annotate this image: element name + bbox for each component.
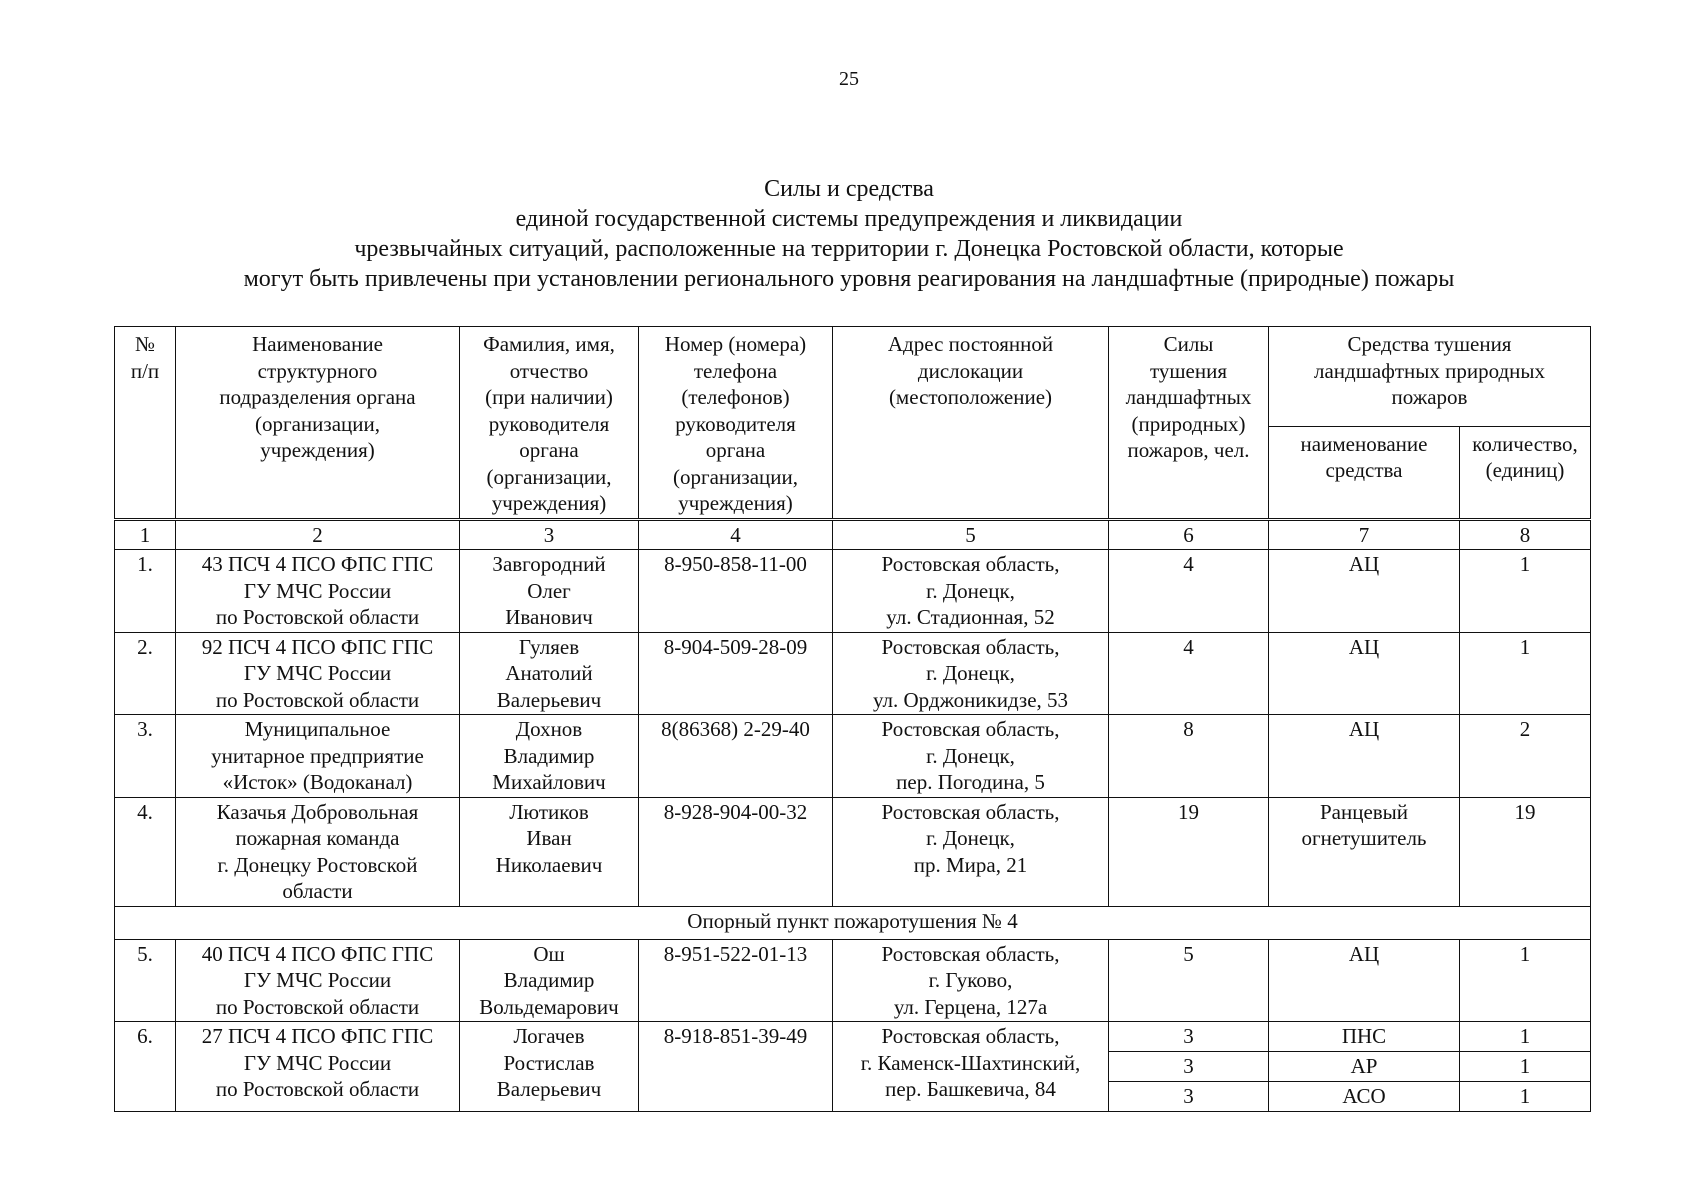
section-row: [115, 906, 1591, 939]
row-forces: 3: [1109, 1052, 1269, 1082]
cell-line: г. Донецк,: [926, 743, 1015, 768]
cell-line: Казачья Добровольная: [216, 799, 419, 824]
cell-line: Вольдемарович: [479, 994, 619, 1019]
cell-line: Ростовская область,: [881, 799, 1060, 824]
cell-line: №: [134, 332, 156, 356]
forces-table: [114, 326, 1591, 1112]
header-means-group: [1269, 327, 1591, 427]
row-means-name: [1269, 939, 1460, 1022]
cell-line: дислокации: [917, 358, 1024, 383]
cell-line: (телефонов): [681, 385, 790, 409]
row-organization: [176, 797, 460, 906]
cell-line: руководителя: [675, 411, 796, 436]
cell-line: пр. Мира, 21: [913, 852, 1028, 877]
cell-line: (при наличии): [485, 385, 613, 409]
row-means-qty: 1: [1460, 1052, 1591, 1082]
cell-line: (единиц): [1485, 458, 1565, 482]
column-number: 8: [1460, 519, 1591, 550]
row-means-qty: 1: [1460, 632, 1591, 715]
cell-line: 43 ПСЧ 4 ПСО ФПС ГПС: [201, 552, 434, 576]
row-phone: 8-950-858-11-00: [639, 550, 833, 633]
cell-line: Ростислав: [503, 1050, 595, 1075]
cell-line: Олег: [527, 578, 571, 603]
row-address: [833, 939, 1109, 1022]
row-means-qty: 2: [1460, 715, 1591, 798]
row-head-name: [460, 632, 639, 715]
row-number: 4.: [115, 797, 176, 906]
cell-line: ул. Орджоникидзе, 53: [872, 687, 1069, 712]
cell-line: ГУ МЧС России: [243, 578, 392, 603]
cell-line: Фамилия, имя,: [483, 332, 615, 356]
row-head-name: [460, 715, 639, 798]
cell-line: АЦ: [1348, 634, 1380, 659]
header-organization: [176, 327, 460, 520]
row-means-qty: 19: [1460, 797, 1591, 906]
row-organization: [176, 632, 460, 715]
row-address: [833, 715, 1109, 798]
row-phone: 8-918-851-39-49: [639, 1022, 833, 1112]
row-number: 1.: [115, 550, 176, 633]
cell-line: ландшафтных: [1125, 385, 1252, 409]
cell-line: Ростовская область,: [881, 717, 1060, 741]
cell-line: Силы: [1163, 332, 1214, 356]
cell-line: г. Донецк,: [926, 578, 1015, 603]
cell-line: ГУ МЧС России: [243, 968, 392, 992]
cell-line: Валерьевич: [496, 687, 602, 712]
row-means-name: АСО: [1269, 1082, 1460, 1112]
section-label: Опорный пункт пожаротушения № 4: [115, 906, 1591, 939]
cell-line: пожаров: [1391, 385, 1468, 409]
row-number: 5.: [115, 939, 176, 1022]
row-address: [833, 1022, 1109, 1112]
row-phone: 8-904-509-28-09: [639, 632, 833, 715]
cell-line: ул. Герцена, 127а: [893, 994, 1048, 1019]
cell-line: органа: [705, 438, 766, 462]
cell-line: АЦ: [1348, 552, 1380, 576]
cell-line: по Ростовской области: [215, 687, 420, 712]
cell-line: учреждения): [678, 491, 793, 515]
title-line: могут быть привлечены при установлении регионального уровня реагирования на ландшафтные (природные) пожары: [243, 266, 1455, 292]
cell-line: подразделения органа: [219, 385, 416, 409]
title-line: единой государственной системы предупреждения и ликвидации: [515, 206, 1183, 232]
row-number: 3.: [115, 715, 176, 798]
row-means-name: АР: [1269, 1052, 1460, 1082]
row-means-name: ПНС: [1269, 1022, 1460, 1052]
cell-line: АЦ: [1348, 941, 1380, 966]
row-phone: 8(86368) 2-29-40: [639, 715, 833, 798]
row-number: 6.: [115, 1022, 176, 1112]
cell-line: по Ростовской области: [215, 605, 420, 629]
row-address: [833, 797, 1109, 906]
cell-line: огнетушитель: [1301, 826, 1427, 850]
row-means-name: [1269, 632, 1460, 715]
cell-line: 27 ПСЧ 4 ПСО ФПС ГПС: [201, 1024, 434, 1048]
cell-line: средства: [1325, 458, 1403, 482]
row-means-qty: 1: [1460, 939, 1591, 1022]
cell-line: ГУ МЧС России: [243, 661, 392, 685]
row-head-name: [460, 1022, 639, 1112]
column-number: 1: [115, 519, 176, 550]
cell-line: п/п: [130, 358, 160, 383]
cell-line: «Исток» (Водоканал): [222, 770, 413, 794]
cell-line: тушения: [1149, 358, 1228, 383]
cell-line: Логачев: [513, 1024, 585, 1048]
cell-line: Михайлович: [492, 770, 606, 794]
cell-line: (организации,: [255, 411, 380, 436]
header-address: [833, 327, 1109, 520]
cell-line: ландшафтных природных: [1314, 358, 1545, 383]
column-number: 3: [460, 519, 639, 550]
cell-line: Завгородний: [492, 552, 606, 576]
cell-line: (организации,: [486, 464, 612, 489]
row-forces: 5: [1109, 939, 1269, 1022]
cell-line: пожарная команда: [235, 826, 400, 850]
cell-line: по Ростовской области: [215, 1077, 420, 1101]
row-means-qty: 1: [1460, 550, 1591, 633]
cell-line: Иванович: [505, 605, 593, 629]
cell-line: г. Донецку Ростовской: [217, 852, 418, 877]
table-row: [115, 715, 1591, 798]
row-head-name: [460, 797, 639, 906]
cell-line: Ош: [533, 941, 565, 966]
row-organization: [176, 715, 460, 798]
cell-line: Валерьевич: [496, 1077, 602, 1101]
row-head-name: [460, 939, 639, 1022]
cell-line: Ростовская область,: [881, 1024, 1060, 1048]
row-organization: [176, 1022, 460, 1112]
table-row: [115, 550, 1591, 633]
row-forces: 19: [1109, 797, 1269, 906]
cell-line: структурного: [257, 358, 378, 383]
header-forces: [1109, 327, 1269, 520]
cell-line: Номер (номера): [664, 332, 807, 356]
cell-line: пер. Погодина, 5: [896, 770, 1045, 794]
cell-line: наименование: [1300, 431, 1428, 456]
cell-line: 40 ПСЧ 4 ПСО ФПС ГПС: [201, 941, 434, 966]
table-row: [115, 939, 1591, 1022]
row-forces: 3: [1109, 1082, 1269, 1112]
row-means-qty: 1: [1460, 1022, 1591, 1052]
column-number-row: [115, 519, 1591, 550]
column-number: 7: [1269, 519, 1460, 550]
table-row: [115, 1022, 1591, 1052]
table-row: [115, 632, 1591, 715]
cell-line: Гуляев: [518, 634, 580, 659]
cell-line: Владимир: [503, 743, 595, 768]
row-phone: 8-928-904-00-32: [639, 797, 833, 906]
cell-line: (местоположение): [888, 385, 1053, 409]
cell-line: руководителя: [488, 411, 610, 436]
row-head-name: [460, 550, 639, 633]
cell-line: Ростовская область,: [881, 552, 1060, 576]
cell-line: Лютиков: [509, 799, 589, 824]
document-title: [0, 174, 1698, 294]
cell-line: Дохнов: [515, 717, 583, 741]
cell-line: Ранцевый: [1319, 799, 1409, 824]
page-number: 25: [839, 68, 859, 90]
cell-line: телефона: [693, 358, 778, 383]
row-forces: 3: [1109, 1022, 1269, 1052]
cell-line: АЦ: [1348, 717, 1380, 741]
header-number: [115, 327, 176, 520]
cell-line: Адрес постоянной: [887, 332, 1054, 356]
cell-line: г. Донецк,: [926, 661, 1015, 685]
row-means-name: [1269, 550, 1460, 633]
table-header-row: [115, 327, 1591, 427]
row-means-name: [1269, 715, 1460, 798]
cell-line: Владимир: [503, 968, 595, 992]
title-line: Силы и средства: [764, 176, 934, 202]
column-number: 6: [1109, 519, 1269, 550]
cell-line: Муниципальное: [244, 717, 391, 741]
row-forces: 4: [1109, 550, 1269, 633]
cell-line: количество,: [1472, 431, 1578, 456]
column-number: 4: [639, 519, 833, 550]
cell-line: отчество: [509, 358, 589, 383]
column-number: 2: [176, 519, 460, 550]
cell-line: ГУ МЧС России: [243, 1050, 392, 1075]
cell-line: 92 ПСЧ 4 ПСО ФПС ГПС: [201, 634, 434, 659]
cell-line: пер. Башкевича, 84: [885, 1077, 1056, 1101]
cell-line: пожаров, чел.: [1127, 438, 1250, 462]
cell-line: Иван: [526, 826, 572, 850]
column-number: 5: [833, 519, 1109, 550]
cell-line: учреждения): [491, 491, 607, 515]
cell-line: учреждения): [260, 438, 375, 462]
row-address: [833, 632, 1109, 715]
cell-line: г. Каменск-Шахтинский,: [860, 1050, 1081, 1075]
cell-line: по Ростовской области: [215, 994, 420, 1019]
cell-line: области: [282, 879, 353, 903]
cell-line: Наименование: [252, 332, 383, 356]
header-head-name: [460, 327, 639, 520]
cell-line: (природных): [1131, 411, 1246, 436]
cell-line: г. Донецк,: [926, 826, 1015, 850]
cell-line: г. Гуково,: [928, 968, 1013, 992]
cell-line: Николаевич: [495, 852, 603, 877]
title-line: чрезвычайных ситуаций, расположенные на территории г. Донецка Ростовской области, которые: [354, 236, 1344, 262]
header-means-qty: [1460, 426, 1591, 519]
cell-line: Средства тушения: [1347, 332, 1512, 356]
cell-line: Ростовская область,: [881, 941, 1060, 966]
row-organization: [176, 939, 460, 1022]
cell-line: органа: [519, 438, 579, 462]
header-means-name: [1269, 426, 1460, 519]
cell-line: (организации,: [673, 464, 798, 489]
row-address: [833, 550, 1109, 633]
row-number: 2.: [115, 632, 176, 715]
cell-line: унитарное предприятие: [211, 743, 424, 768]
row-organization: [176, 550, 460, 633]
row-means-name: [1269, 797, 1460, 906]
cell-line: Анатолий: [505, 661, 593, 685]
row-forces: 4: [1109, 632, 1269, 715]
header-phone: [639, 327, 833, 520]
row-forces: 8: [1109, 715, 1269, 798]
cell-line: ул. Стадионная, 52: [886, 605, 1055, 629]
row-phone: 8-951-522-01-13: [639, 939, 833, 1022]
cell-line: Ростовская область,: [881, 634, 1060, 659]
row-means-qty: 1: [1460, 1082, 1591, 1112]
table-row: [115, 797, 1591, 906]
